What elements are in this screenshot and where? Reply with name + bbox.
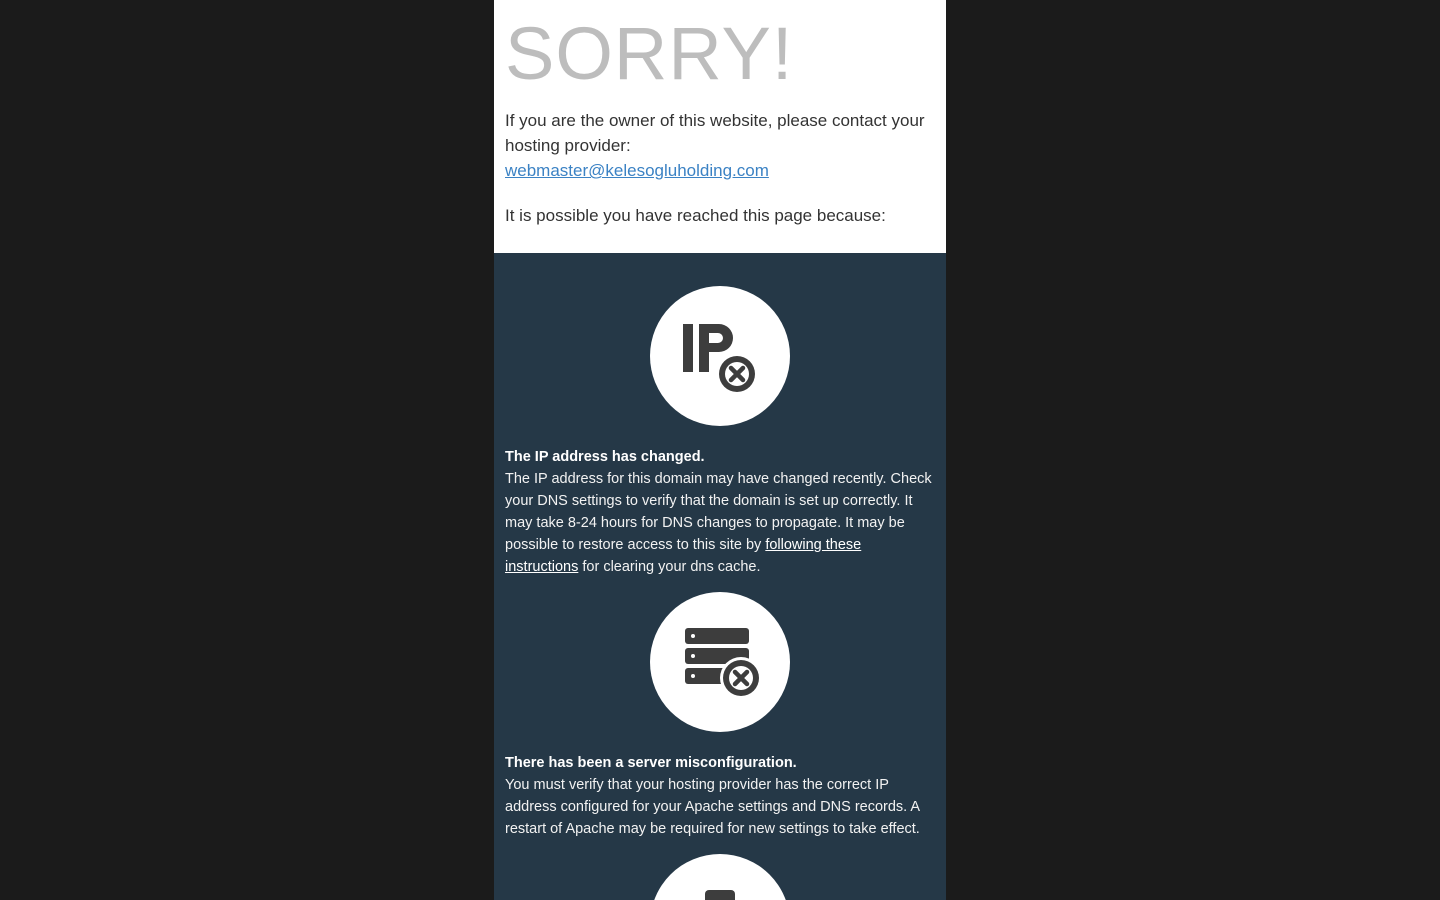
third-reason-icon	[675, 884, 765, 900]
server-icon-circle	[650, 592, 790, 732]
ip-error-icon	[675, 316, 765, 396]
reason-text-ip	[505, 468, 934, 578]
because-text: It is possible you have reached this page because:	[505, 206, 886, 225]
server-error-icon	[675, 622, 765, 702]
ip-icon-circle	[650, 286, 790, 426]
reason-text-ip-tail: for clearing your dns cache.	[578, 559, 761, 575]
reason-third	[505, 854, 934, 900]
reason-ip-changed	[505, 286, 934, 578]
reason-text-server: You must verify that your hosting provider has the correct IP address configured for your Apache settings and DNS records. A restart of Apache may be required for new settings to take effect.	[505, 777, 920, 837]
reason-text-ip-body: The IP address for this domain may have changed recently. Check your DNS settings to verify that the domain is set up correctly. It may take 8-24 hours for DNS changes to propagate. It may be possible to restore access to this site by	[505, 471, 932, 553]
intro-message: If you are the owner of this website, please contact your hosting provider:	[505, 111, 925, 155]
reasons-panel	[494, 253, 946, 900]
third-icon-circle	[650, 854, 790, 900]
reason-title-ip: The IP address has changed.	[505, 449, 705, 465]
page-title: SORRY!	[505, 12, 794, 95]
reason-server-misconfiguration	[505, 592, 934, 840]
intro-text	[505, 108, 934, 183]
page-header	[494, 0, 946, 253]
dns-instructions-link[interactable]: following these instructions	[505, 537, 862, 575]
contact-email-link[interactable]: webmaster@kelesogluholding.com	[505, 161, 769, 180]
reason-title-server: There has been a server misconfiguration.	[505, 755, 797, 771]
error-page	[494, 0, 946, 900]
